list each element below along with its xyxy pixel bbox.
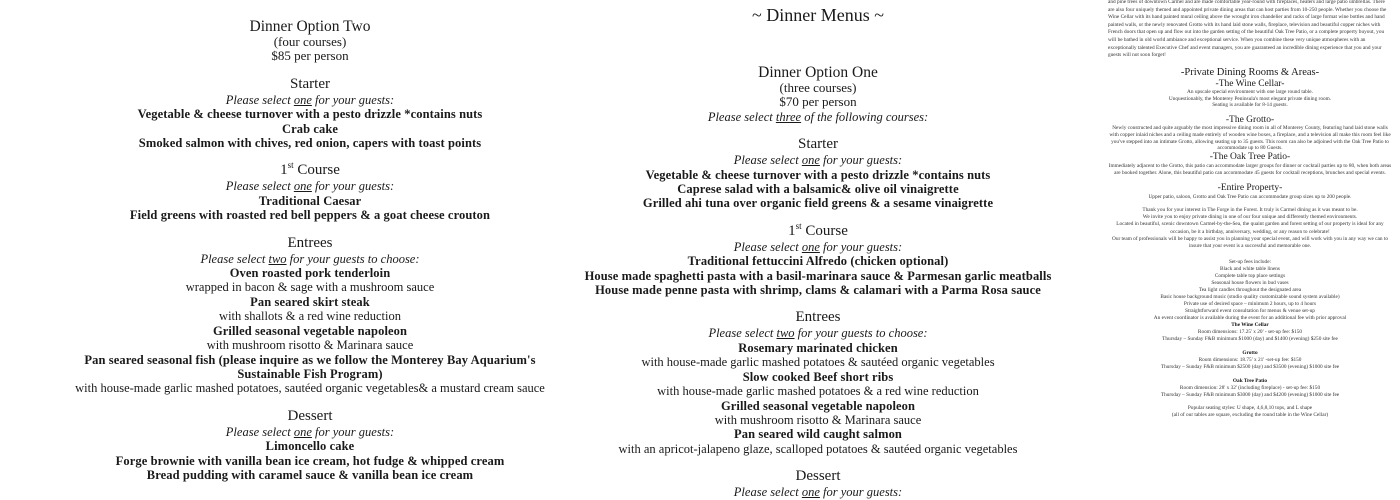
text-line: (all of our tables are square, excluding the round table in the Wine Cellar): [1171, 412, 1329, 418]
text-line: Tea light candles throughout the designated area: [1198, 287, 1302, 293]
note-emphasis: one: [293, 424, 312, 439]
heading-text: Entrees: [287, 234, 333, 251]
dinner-option-two: [0, 19, 620, 482]
room-name: The Wine Cellar: [1231, 322, 1269, 328]
dish-description: with house-made garlic mashed potatoes & a red wine reduction: [657, 384, 979, 399]
section-heading: [560, 309, 1076, 325]
dish-name: Field greens with roasted red bell peppers & a goat cheese crouton: [129, 208, 491, 223]
heading-text: Course: [801, 222, 848, 239]
menu-section: [560, 136, 1076, 211]
dish-description: with house-made garlic mashed potatoes, sautéed organic vegetables& a mustard cream sauce: [75, 381, 545, 396]
note-text: for your guests:: [819, 485, 903, 500]
dish-name: Traditional fettuccini Alfredo (chicken optional): [687, 254, 949, 269]
dish-name: House made penne pasta with shrimp, clams & calamari with a Parma Rosa sauce: [595, 283, 1041, 298]
menu-section: [0, 162, 620, 222]
note-text: for your guests to choose:: [286, 251, 420, 266]
dish-description: wrapped in bacon & sage with a mushroom sauce: [185, 280, 435, 295]
dish-name: Slow cooked Beef short ribs: [742, 369, 894, 384]
text-line: Unquestionably, the Monterey Peninsula's most elegant private dining room.: [1168, 95, 1332, 102]
note-text: Please select: [707, 109, 776, 124]
note-text: for your guests:: [311, 92, 395, 107]
wine-cellar-text: [1108, 89, 1392, 109]
menu-section: [0, 76, 620, 151]
room-minimum: Thursday – Sunday F&B minimum $3000 (day) and $4200 (evening) $1000 site fee: [1160, 392, 1340, 398]
dinner-option-one: [560, 4, 1076, 500]
dish-name: Forge brownie with vanilla bean ice cream, hot fudge & whipped cream: [115, 453, 505, 468]
note-emphasis: three: [775, 109, 802, 124]
intro-paragraph: and pine trees of downtown Carmel and are made comfortable year-round with fireplaces, heaters and large patio umbrellas. There are also four uniquely themed and appointed private dining areas that can host parties from 10-250 people. Whether you choose the Wine Cellar with its hand painted mural ceiling above the wrought iron chandelier and racks of large format wine bottles and hand painted walls, or the newly renovated Grotto with its hand laid stone walls, fireplace, television and beautiful copper niches with French doors that open up and flow out into the garden setting of the beautiful Oak Tree Patio, or a complete property buyout, you will be bathed in old world ambiance and exceptional service. When you combine these very unique atmospheres with an exceptionally talented Executive Chef and event managers, you are guaranteed an incredible dining experience that you and your guests will not soon forget!: [1108, 0, 1387, 59]
dish-name: Traditional Caesar: [258, 193, 362, 208]
note-text: Please select: [733, 239, 802, 254]
dish-name: Vegetable & cheese turnover with a pesto drizzle *contains nuts: [137, 107, 483, 122]
heading-text: Starter: [798, 136, 838, 153]
room-minimum: Thursday – Sunday F&B minimum $2500 (day) and $3500 (evening) $1000 site fee: [1160, 364, 1340, 370]
text-line: Straightforward event consultation for menus & venue set-up: [1185, 308, 1315, 314]
text-line: Located in beautiful, scenic downtown Carmel-by-the-Sea, the quaint garden and forest setting of our property is ideal for any occasion, be it a birthday, anniversary, wedding, or any reason to celebrate!: [1116, 221, 1384, 235]
note-text: for your guests:: [819, 153, 903, 168]
menu-section: [0, 235, 620, 396]
section-heading: [0, 235, 620, 251]
option-price: $85 per person: [271, 48, 349, 64]
option-title: Dinner Option Two: [249, 18, 371, 35]
heading-text: Dessert: [287, 407, 333, 424]
dish-name: Sustainable Fish Program): [237, 366, 383, 381]
dish-name: Oven roasted pork tenderloin: [229, 266, 391, 281]
heading-text: Starter: [290, 75, 330, 92]
note-emphasis: one: [801, 153, 820, 168]
sections: [0, 76, 620, 483]
menu-section: [0, 408, 620, 483]
dish-name: Limoncello cake: [265, 439, 355, 454]
section-heading: [0, 76, 620, 92]
text-line: Complete table top place settings: [1214, 273, 1286, 279]
room-dimensions: Room dimensions: 17.25' x 20' - set-up fee: $150: [1197, 329, 1303, 335]
note-text: Please select: [225, 92, 294, 107]
note-text: for your guests to choose:: [794, 326, 928, 341]
dish-name: Rosemary marinated chicken: [738, 340, 898, 355]
grotto-text: Newly constructed and quite arguably the most impressive dining room in all of Monterey County, featuring hand laid stone walls with copper inlaid niches and a ceiling made entirely of wooden wine boxes, a fireplace, and a television all make this room feel like you've stepped into an intimate Grotto, allowing seating up to 35 guests. This room can also be adjoined with the Oak Tree Patio to accommodate up to 80 Guests.: [1109, 125, 1391, 152]
heading-text: 1: [280, 162, 288, 179]
note-text: Please select: [708, 326, 777, 341]
section-heading: [560, 136, 1076, 152]
option-title: Dinner Option One: [758, 64, 878, 81]
option-courses: (three courses): [779, 80, 857, 95]
dish-name: House made spaghetti pasta with a basil-marinara sauce & Parmesan garlic meatballs: [584, 268, 1052, 283]
text-line: Basic house background music (studio quality customizable sound system available): [1160, 294, 1340, 300]
property-heading: -Entire Property-: [1217, 183, 1283, 193]
text-line: Set-up fees include:: [1228, 259, 1272, 265]
note-emphasis: one: [801, 239, 820, 254]
thanks-text: [1108, 207, 1392, 250]
wine-cellar-heading: -The Wine Cellar-: [1215, 79, 1285, 89]
selection-note: [560, 326, 1076, 340]
dish-name: Pan seared seasonal fish (please inquire as we follow the Monterey Bay Aquarium's: [84, 352, 536, 367]
grotto-heading: -The Grotto-: [1225, 115, 1275, 125]
selection-note: [0, 425, 620, 439]
menu-section: [560, 309, 1076, 456]
note-emphasis: two: [776, 326, 795, 341]
intro-note: [560, 110, 1076, 124]
dish-name: Grilled ahi tuna over organic field greens & a sesame vinaigrette: [642, 196, 994, 211]
section-heading: [0, 408, 620, 424]
dish-name: Smoked salmon with chives, red onion, capers with toast points: [138, 136, 482, 151]
note-text: for your guests:: [311, 424, 395, 439]
dish-description: with mushroom risotto & Marinara sauce: [206, 338, 414, 353]
option-courses: (four courses): [273, 34, 347, 49]
dish-description: with shallots & a red wine reduction: [219, 309, 401, 324]
text-line: Black and white table linens: [1219, 266, 1280, 272]
selection-note: [0, 93, 620, 107]
note-text: Please select: [225, 424, 294, 439]
dish-description: with mushroom risotto & Marinara sauce: [714, 412, 922, 427]
selection-note: [560, 485, 1076, 499]
note-emphasis: one: [801, 485, 820, 500]
section-heading: [0, 162, 620, 178]
heading-superscript: st: [795, 220, 802, 231]
page-title: ~ Dinner Menus ~: [752, 5, 884, 25]
sections: [560, 136, 1076, 499]
rooms-heading: -Private Dining Rooms & Areas-: [1180, 67, 1320, 78]
dish-name: Pan seared wild caught salmon: [734, 427, 902, 442]
heading-superscript: st: [287, 160, 294, 171]
patio-heading: -The Oak Tree Patio-: [1209, 152, 1291, 162]
note-text: Please select: [225, 179, 294, 194]
selection-note: [560, 153, 1076, 167]
heading-text: 1: [788, 222, 796, 239]
note-text: of the following courses:: [801, 109, 929, 124]
room-dimensions: Room dimensions: 18.75' x 21' -set-up fee: $150: [1198, 357, 1302, 363]
selection-note: [0, 252, 620, 266]
dish-name: Crab cake: [281, 121, 339, 136]
note-emphasis: one: [293, 92, 312, 107]
dish-name: Vegetable & cheese turnover with a pesto drizzle *contains nuts: [645, 167, 991, 182]
option-price: $70 per person: [779, 94, 857, 110]
dish-name: Grilled seasonal vegetable napoleon: [212, 323, 408, 338]
text-line: Thank you for your interest in The Forge in the Forest. It truly is Carmel dining as it was meant to be.: [1142, 207, 1358, 213]
menu-section: [560, 220, 1076, 298]
text-line: An event coordinator is available during the event for an additional fee with prior approval: [1153, 315, 1347, 321]
text-line: An upscale special environment with one large round table.: [1187, 89, 1313, 95]
section-heading: [560, 468, 1076, 484]
dish-name: Bread pudding with caramel sauce & vanilla bean ice cream: [146, 467, 474, 482]
room-dimensions: Room dimension: 28' x 32' (including fireplace) - set-up fee: $150: [1179, 385, 1321, 391]
text-line: Private use of desired space – minimum 2 hours, up to 4 hours: [1183, 301, 1317, 307]
setup-fees: [1108, 259, 1392, 419]
heading-text: Dessert: [795, 468, 841, 485]
property-text: Upper patio, saloon, Grotto and Oak Tree Patio can accommodate group sizes up to 200 people.: [1148, 194, 1352, 200]
text-line: Seating is available for 8-14 guests.: [1212, 102, 1288, 109]
note-text: Please select: [733, 485, 802, 500]
note-emphasis: one: [293, 179, 312, 194]
note-text: for your guests:: [311, 179, 395, 194]
note-emphasis: two: [268, 251, 287, 266]
dish-description: with an apricot-jalapeno glaze, scalloped potatoes & sautéed organic vegetables: [618, 441, 1018, 456]
room-minimum: Thursday – Sunday F&B minimum $1000 (day) and $1400 (evening) $250 site fee: [1162, 336, 1338, 342]
text-line: Seasonal house flowers in bud vases: [1211, 280, 1289, 286]
menu-section: [560, 468, 1076, 499]
note-text: Please select: [733, 153, 802, 168]
selection-note: [0, 179, 620, 193]
dish-description: with house-made garlic mashed potatoes & sautéed organic vegetables: [641, 355, 995, 370]
selection-note: [560, 240, 1076, 254]
dish-name: Caprese salad with a balsamic& olive oil vinaigrette: [677, 182, 959, 197]
text-line: Popular seating styles: U shape, 4,6,8,10 tops, and L shape: [1187, 405, 1313, 411]
text-line: Our team of professionals will be happy to assist you in planning your special event, and will work with you in any way we can to insure that your event is a successful and memorable one.: [1112, 235, 1388, 250]
note-text: Please select: [200, 251, 269, 266]
room-name: Oak Tree Patio: [1232, 378, 1268, 384]
room-name: Grotto: [1242, 350, 1258, 356]
patio-text: Immediately adjacent to the Grotto, this patio can accommodate larger groups for dinner or cocktail parties up to 80, when both areas are booked together. Alone, this beautiful patio can accommodate 45 guests for cocktail receptions, brunches and special events.: [1108, 163, 1392, 176]
text-line: We invite you to enjoy private dining in one of our four unique and differently themed environments.: [1142, 214, 1358, 221]
heading-text: Entrees: [795, 309, 841, 326]
dish-name: Pan seared skirt steak: [250, 294, 370, 309]
heading-text: Course: [293, 162, 340, 179]
section-heading: [560, 220, 1076, 239]
dish-name: Grilled seasonal vegetable napoleon: [720, 398, 916, 413]
note-text: for your guests:: [819, 239, 903, 254]
